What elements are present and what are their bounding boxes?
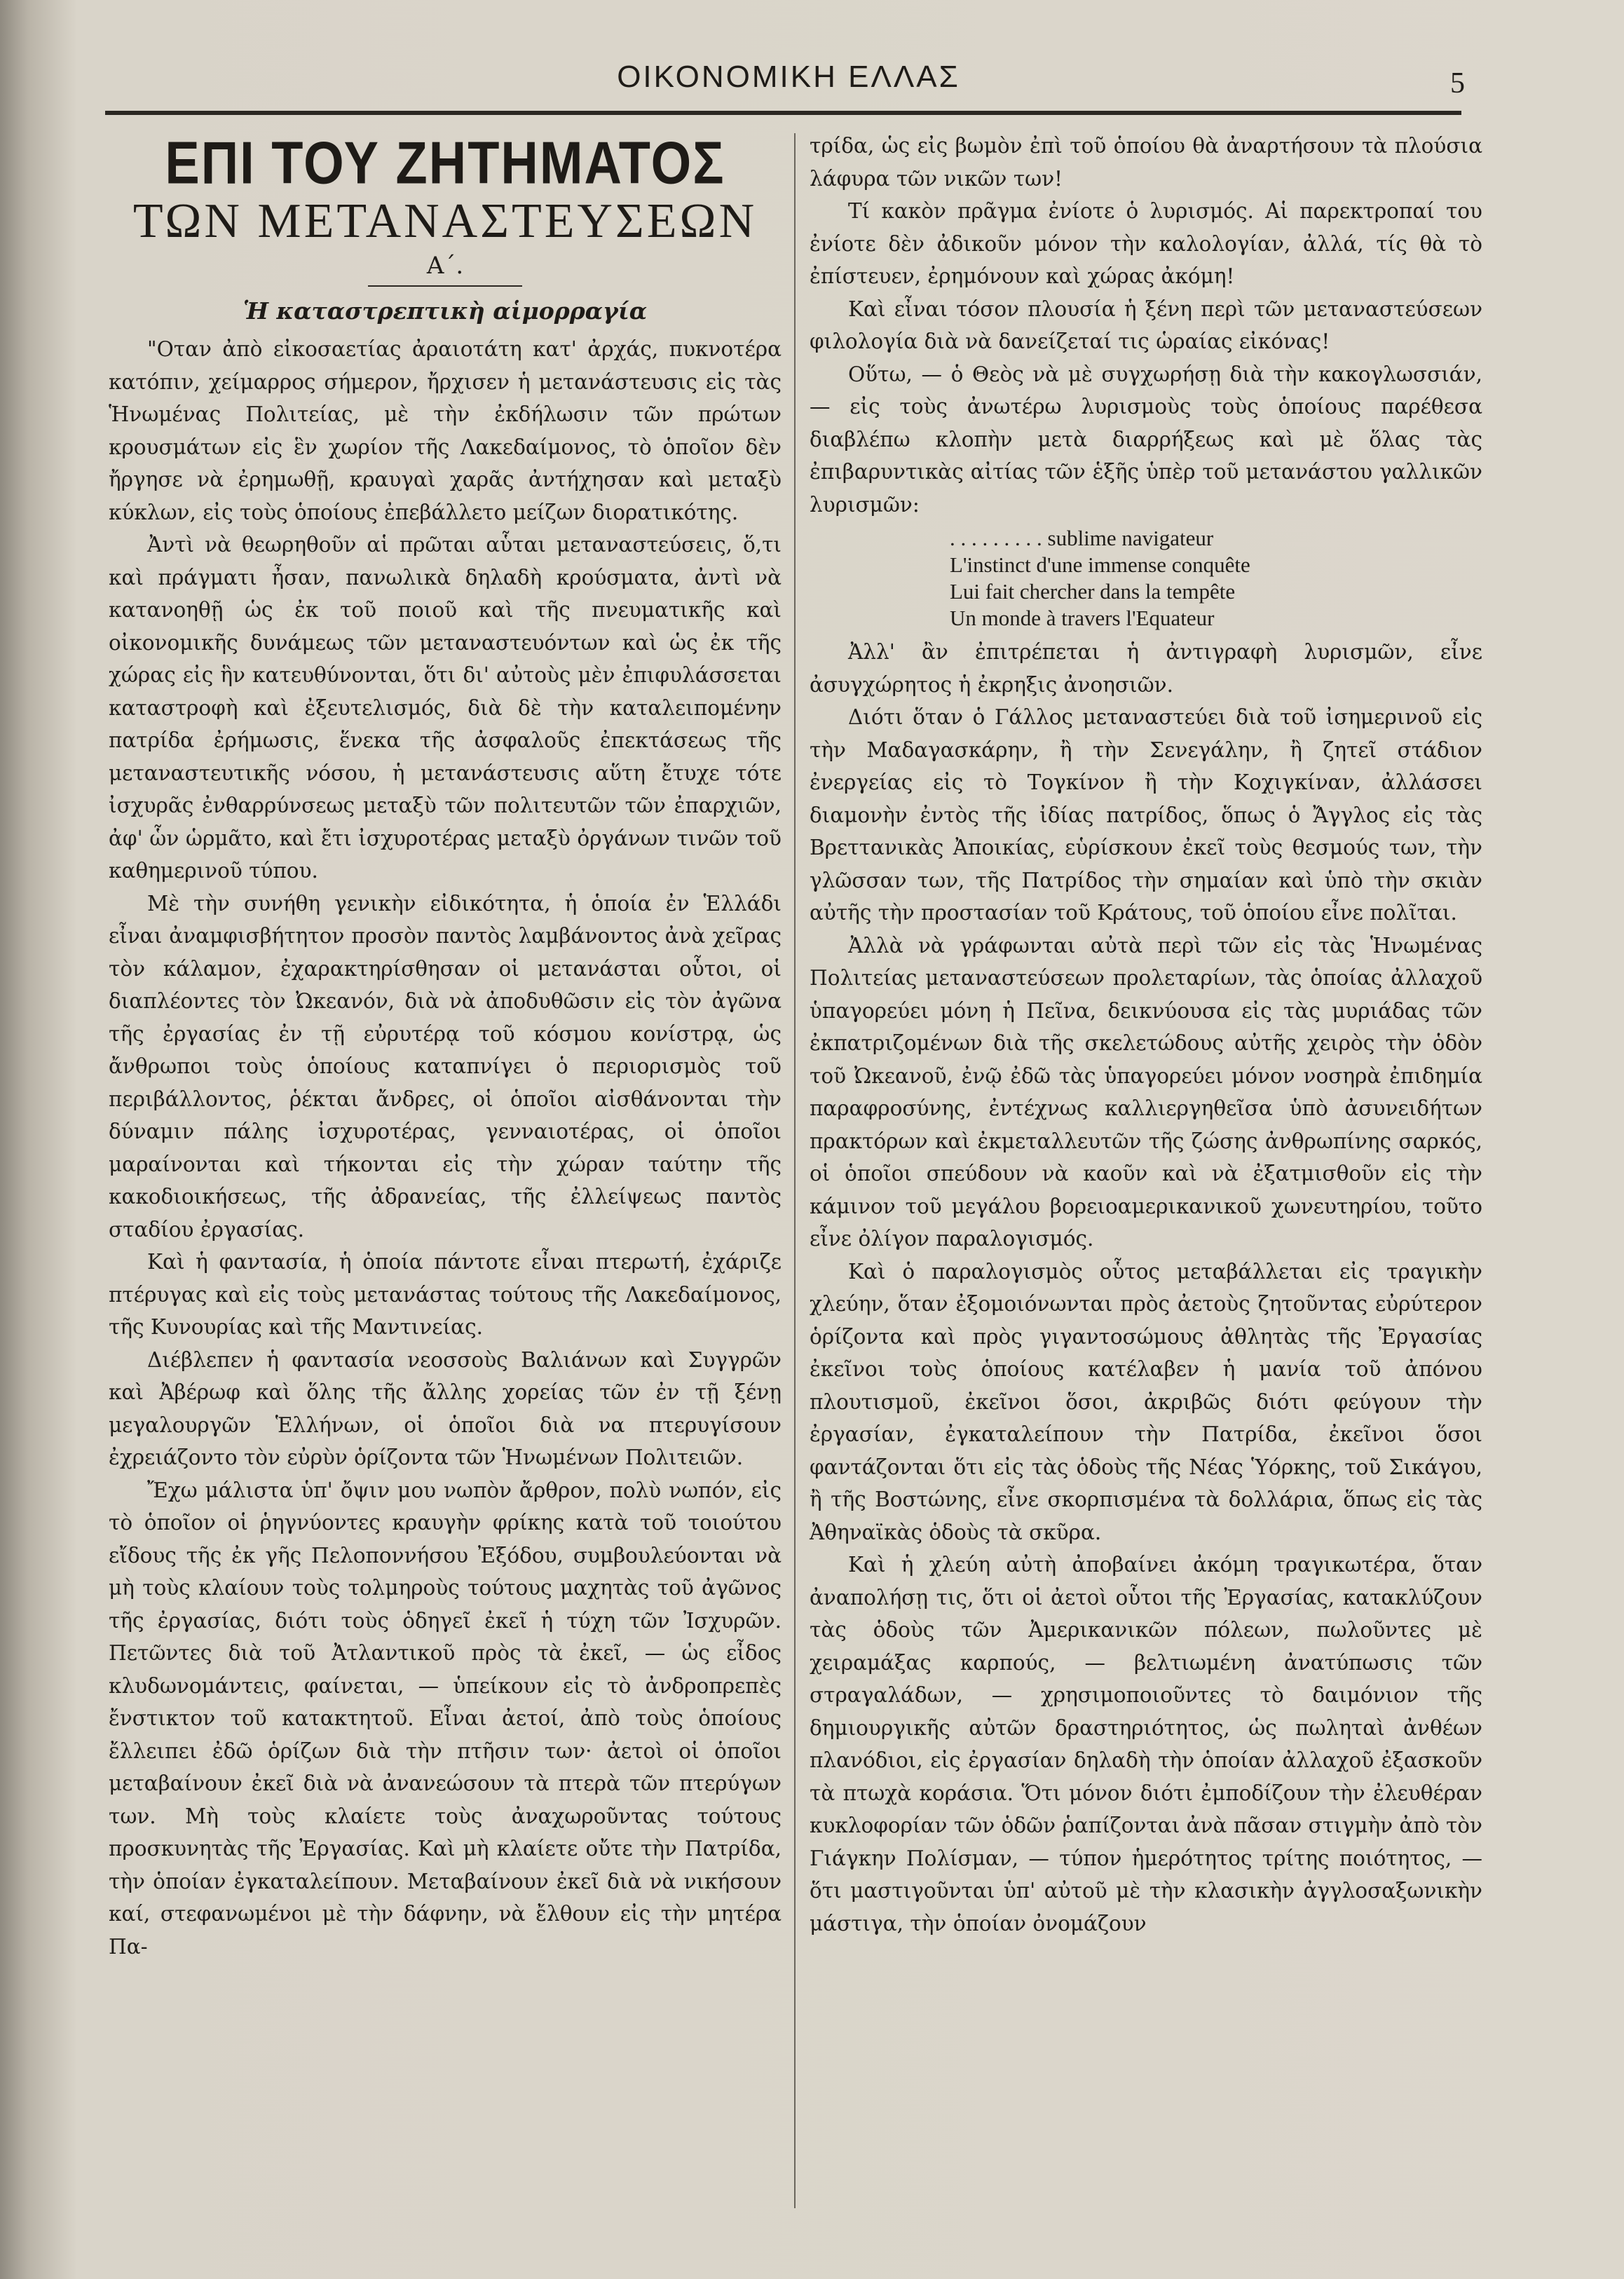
page-header — [105, 60, 1472, 109]
paragraph: Μὲ τὴν συνήθη γενικὴν εἰδικότητα, ἡ ὁποία ἐν Ἑλλάδι εἶναι ἀναμφισβήτητον προσὸν παντὸς λαμβάνοντος ἀνὰ χεῖρας τὸν κάλαμον, ἐχαρακτηρίσθησαν οἱ μετανάσται οὗτοι, οἱ διαπλέοντες τὸν Ὠκεανόν, διὰ νὰ ἀποδυθῶσιν εἰς τὸν ἀγῶνα τῆς ἐργασίας ἐν τῇ εὐρυτέρᾳ τοῦ κόσμου κονίστρᾳ, ὡς ἄνθρωποι τοὺς ὁποίους καταπνίγει ὁ περιορισμὸς τοῦ περιβάλλοντος, ῥέκται ἄνδρες, οἱ ὁποῖοι αἰσθάνονται τὴν δύναμιν πάλης ἰσχυροτέρας, γενναιοτέρας, οἱ ὁποῖοι μαραίνονται καὶ τήκονται εἰς τὴν χώραν ταύτην τῆς κακοδιοικήσεως, τῆς ἀδρανείας, τῆς ἐλλείψεως παντὸς σταδίου ἐργασίας. — [109, 891, 782, 1241]
header-rule — [105, 111, 1461, 115]
article-title-line1: ΕΠΙ ΤΟΥ ΖΗΤΗΜΑΤΟΣ — [165, 129, 725, 197]
paragraph: Διότι ὅταν ὁ Γάλλος μεταναστεύει διὰ τοῦ ἰσημερινοῦ εἰς τὴν Μαδαγασκάρην, ἢ τὴν Σενεγάλην, ἢ ζητεῖ στάδιον ἐνεργείας εἰς τὸ Τογκίνον ἢ τὴν Κοχιγκίναν, ἀλλάσσει διαμονὴν ἐντὸς τῆς ἰδίας πατρίδος, ὅπως ὁ Ἄγγλος εἰς τὰς Βρεττανικὰς Ἀποικίας, εὑρίσκουν ἐκεῖ τοὺς θεσμούς των, τὴν γλῶσσαν των, τῆς Πατρίδος τὴν σημαίαν καὶ ὑπὸ τὴν σκιὰν αὐτῆς τὴν προστασίαν τοῦ Κράτους, τοῦ ὁποίου εἶνε πολῖται. — [810, 705, 1482, 925]
left-column — [109, 130, 782, 1963]
paragraph: Καὶ ἡ χλεύη αὐτὴ ἀποβαίνει ἀκόμη τραγικωτέρα, ὅταν ἀναπολήσῃ τις, ὅτι οἱ ἀετοὶ οὗτοι τῆς Ἐργασίας, κατακλύζουν τὰς ὁδοὺς τῶν Ἀμερικανικῶν πόλεων, πωλοῦντες μὲ χειραμάξας καρπούς, — βελτιωμένη ἀνατύπωσις τῶν στραγαλάδων, — χρησιμοποιοῦντες τὸ δαιμόνιον τῆς δημιουργικῆς αὐτῶν δραστηριότητος, ὡς πωληταὶ ἀνθέων πλανόδιοι, εἰς ἐργασίαν δηλαδὴ τὴν ὁποίαν ἀλλαχοῦ ἐξασκοῦν τὰ πτωχὰ κοράσια. Ὅτι μόνον διότι ἐμποδίζουν τὴν ἐλευθέραν κυκλοφορίαν τῶν ὁδῶν ῥαπίζονται ἀνὰ πᾶσαν στιγμὴν ἀπὸ τὸν Γιάγκην Πολίσμαν, — τύπον ἡμερότητος τρίτης ποιότητος, — ὅτι μαστιγοῦνται ὑπ' αὐτοῦ μὲ τὴν κλασικὴν ἀγγλοσαξωνικὴν μάστιγα, τὴν ὁποίαν ὀνομάζουν — [810, 1553, 1482, 1936]
page-number: 5 — [1450, 67, 1465, 100]
paragraph: Καὶ εἶναι τόσον πλουσία ἡ ξένη περὶ τῶν μεταναστεύσεων φιλολογία διὰ νὰ δανείζεταί τις ὡραίας εἰκόνας! — [810, 297, 1482, 353]
right-column — [810, 130, 1482, 1940]
paragraph: Ἀντὶ νὰ θεωρηθοῦν αἱ πρῶται αὗται μεταναστεύσεις, ὅ,τι καὶ πράγματι ἦσαν, πανωλικὰ δηλαδὴ κρούσματα, ἀντὶ νὰ κατανοηθῇ ὡς ἐκ τοῦ ποιοῦ καὶ τῆς πνευματικῆς καὶ οἰκονομικῆς δυνάμεως τῶν μεταναστευόντων καὶ ὡς ἐκ τῆς χώρας εἰς ἣν κατευθύνονται, ὅτι δι' αὐτοὺς μὲν ἐπιφυλάσσεται καταστροφὴ καὶ ἐξευτελισμός, διὰ δὲ τὴν καταλειπομένην πατρίδα ἐρήμωσις, ἕνεκα τῆς ἀσφαλοῦς ἐπεκτάσεως τῆς μεταναστευτικῆς νόσου, ἡ μετανάστευσις αὕτη ἔτυχε τότε ἰσχυρᾶς ἐνθαρρύνσεως μεταξὺ τῶν πολιτευτῶν τῶν ἐπαρχιῶν, ἀφ' ὧν ὡρμᾶτο, καὶ ἔτι ἰσχυροτέρας μεταξὺ ὀργάνων τινῶν τοῦ καθημερινοῦ τύπου. — [109, 533, 782, 883]
paragraph: Οὕτω, — ὁ Θεὸς νὰ μὲ συγχωρήσῃ διὰ τὴν κακογλωσσιάν, — εἰς τοὺς ἀνωτέρω λυρισμοὺς τοὺς ὁποίους παρέθεσα διαβλέπω κλοπὴν μετὰ διαρρήξεως καὶ μὲ ὅλας τὰς ἐπιβαρυντικὰς αἰτίας τῶν ἑξῆς ὑπὲρ τοῦ μετανάστου γαλλικῶν λυρισμῶν: — [810, 362, 1482, 517]
title-rule — [368, 285, 522, 287]
column-divider — [794, 133, 796, 2208]
paragraph: "Οταν ἀπὸ εἰκοσαετίας ἀραιοτάτη κατ' ἀρχάς, πυκνοτέρα κατόπιν, χείμαρρος σήμερον, ἤρχισεν ἡ μετανάστευσις εἰς τὰς Ἡνωμένας Πολιτείας, μὲ τὴν ἐκδήλωσιν τῶν πρώτων κρουσμάτων εἰς ἓν χωρίον τῆς Λακεδαίμονος, τὸ ὁποῖον δὲν ἤργησε νὰ ἐρημωθῇ, κραυγαὶ χαρᾶς ἀντήχησαν καὶ μεταξὺ κύκλων, εἰς τοὺς ὁποίους ἐπεβάλλετο μείζων διορατικότης. — [109, 337, 782, 524]
verse-line: Lui fait chercher dans la tempête — [950, 579, 1236, 604]
verse-line: . . . . . . . . . sublime navigateur — [950, 526, 1214, 550]
paragraph: Ἔχω μάλιστα ὑπ' ὄψιν μου νωπὸν ἄρθρον, πολὺ νωπόν, εἰς τὸ ὁποῖον οἱ ῥηγνύοντες κραυγὴν φρίκης κατὰ τοῦ τοιούτου εἴδους τῆς ἐκ γῆς Πελοποννήσου Ἐξόδου, συμβουλεύονται νὰ μὴ τοὺς κλαίουν τοὺς τολμηροὺς τούτους μαχητὰς τοῦ ἀγῶνος τῆς ἐργασίας, διότι τοὺς ὁδηγεῖ ἐκεῖ ἡ τύχη τῶν Ἰσχυρῶν. Πετῶντες διὰ τοῦ Ἀτλαντικοῦ πρὸς τὰ ἐκεῖ, — ὡς εἶδος κλυδωνομάντεις, φαίνεται, — ὑπείκουν εἰς τὸ ἀνδροπρεπὲς ἔνστικτον τοῦ κατακτητοῦ. Εἶναι ἀετοί, ἀπὸ τοὺς ὁποίους ἔλλειπει ἐδῶ ὁρίζων διὰ τὴν πτῆσιν των· ἀετοὶ οἱ ὁποῖοι μεταβαίνουν ἐκεῖ διὰ νὰ ἀνανεώσουν τὰ πτερὰ τῶν πτερύγων των. Μὴ τοὺς κλαίετε τοὺς ἀναχωροῦντας τούτους προσκυνητὰς τῆς Ἐργασίας. Καὶ μὴ κλαίετε οὔτε τὴν Πατρίδα, τὴν ὁποίαν ἐγκαταλείπουν. Μεταβαίνουν ἐκεῖ διὰ νὰ νικήσουν καί, στεφανωμένοι μὲ τὴν δάφνην, νὰ ἔλθουν εἰς τὴν μητέρα Πα- — [109, 1478, 782, 1959]
verse-line: L'instinct d'une immense conquête — [950, 552, 1250, 577]
verse-line: Un monde à travers l'Equateur — [950, 606, 1215, 630]
paragraph: Καὶ ὁ παραλογισμὸς οὗτος μεταβάλλεται εἰς τραγικὴν χλεύην, ὅταν ἐξομοιόνωνται πρὸς ἀετοὺς ζητοῦντας εὐρύτερον ὁρίζοντα καὶ πρὸς γιγαντοσώμους ἀθλητὰς τῆς Ἐργασίας ἐκεῖνοι τοὺς ὁποίους κατέλαβεν ἡ μανία τοῦ ἀπόνου πλουτισμοῦ, ἐκεῖνοι ὅσοι, ἀκριβῶς διότι φεύγουν τὴν ἐργασίαν, ἐγκαταλείπουν τὴν Πατρίδα, ἐκεῖνοι ὅσοι φαντάζονται ὅτι εἰς τὰς ὁδοὺς τῆς Νέας Ὑόρκης, τοῦ Σικάγου, ἢ τῆς Βοστώνης, εἶνε σκορπισμένα τὰ δολλάρια, ὅπως εἰς τὰς Ἀθηναϊκὰς ὁδοὺς τὰ σκῦρα. — [810, 1259, 1482, 1544]
running-title: ΟΙΚΟΝΟΜΙΚΗ ΕΛΛΑΣ — [617, 60, 960, 94]
paragraph: Ἀλλ' ἂν ἐπιτρέπεται ἡ ἀντιγραφὴ λυρισμῶν, εἶνε ἀσυγχώρητος ἡ ἐκρηξις ἀνοησιῶν. — [810, 640, 1482, 697]
paragraph: Καὶ ἡ φαντασία, ἡ ὁποία πάντοτε εἶναι πτερωτή, ἐχάριζε πτέρυγας καὶ εἰς τοὺς μετανάστας τούτους τῆς Λακεδαίμονος, τῆς Κυνουρίας καὶ τῆς Μαντινείας. — [109, 1250, 782, 1339]
article-part-number: Α΄. — [426, 252, 464, 280]
paragraph: τρίδα, ὡς εἰς βωμὸν ἐπὶ τοῦ ὁποίου θὰ ἀναρτήσουν τὰ πλούσια λάφυρα τῶν νικῶν των! — [810, 134, 1482, 191]
article-title-line2: ΤΩΝ ΜΕΤΑΝΑΣΤΕΥΣΕΩΝ — [132, 194, 758, 248]
paragraph: Διέβλεπεν ἡ φαντασία νεοσσοὺς Βαλιάνων καὶ Συγγρῶν καὶ Ἀβέρωφ καὶ ὅλης τῆς ἄλλης χορείας τῶν ἐν τῇ ξένῃ μεγαλουργῶν Ἑλλήνων, οἱ ὁποῖοι διὰ να πτερυγίσουν ἐχρειάζοντο τὸν εὐρὺν ὁρίζοντα τῶν Ἡνωμένων Πολιτειῶν. — [109, 1347, 782, 1469]
paragraph: Τί κακὸν πρᾶγμα ἐνίοτε ὁ λυρισμός. Αἱ παρεκτροπαί του ἐνίοτε δὲν ἀδικοῦν μόνον τὴν καλολογίαν, ἀλλά, τίς θὰ τὸ ἐπίστευεν, ἐρημόνουν καὶ χώρας ἀκόμη! — [810, 199, 1482, 288]
article-subtitle: Ἡ καταστρεπτικὴ αἱμορραγία — [243, 297, 648, 325]
paragraph: Ἀλλὰ νὰ γράφωνται αὐτὰ περὶ τῶν εἰς τὰς Ἡνωμένας Πολιτείας μεταναστεύσεων προλεταρίων, τὰς ὁποίας ἀλλαχοῦ ὑπαγορεύει μόνη ἡ Πεῖνα, δεικνύουσα εἰς τὰς μυριάδας τῶν ἐκπατριζομένων διὰ τῆς σκελετώδους αὐτῆς χειρὸς τὴν ὁδὸν τοῦ Ὠκεανοῦ, ἐνῷ ἐδῶ τὰς ὑπαγορεύει μόνον νοσηρὰ ἐπιδημία παραφροσύνης, ἐντέχνως καλλιεργηθεῖσα ὑπὸ ἀσυνειδήτων πρακτόρων καὶ ἐκμεταλλευτῶν τῆς ζώσης ἀνθρωπίνης σαρκός, οἱ ὁποῖοι σπεύδουν νὰ καοῦν καὶ νὰ ἐξατμισθοῦν εἰς τὴν κάμινον τοῦ μεγάλου βορειοαμερικανικοῦ χωνευτηρίου, τοῦτο εἶνε ὀλίγον παραλογισμός. — [810, 933, 1482, 1251]
french-verse-quote — [950, 525, 1482, 632]
